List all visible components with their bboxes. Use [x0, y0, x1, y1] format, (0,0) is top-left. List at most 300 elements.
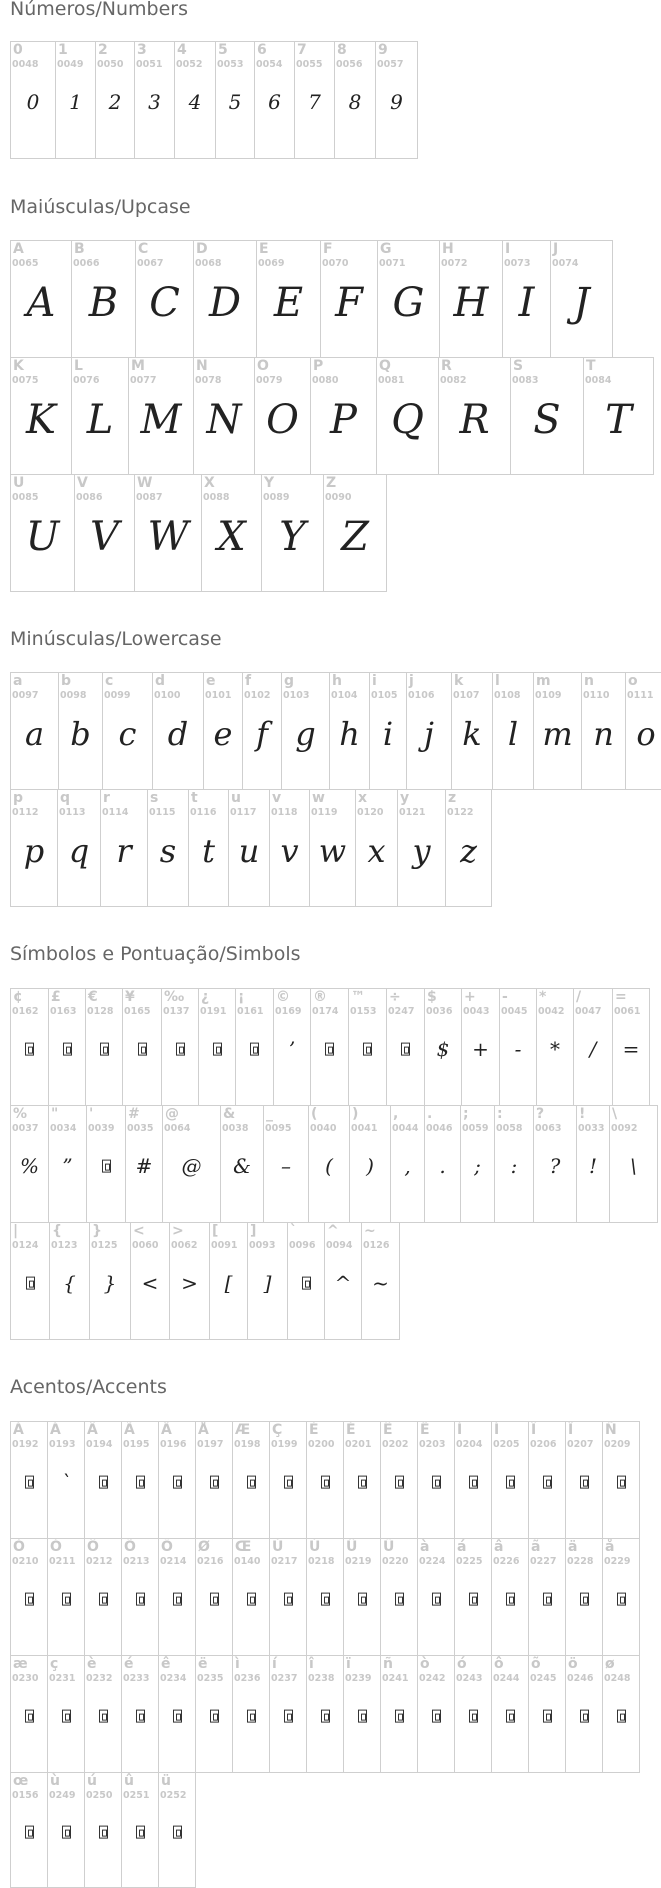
glyph-code: 0033	[578, 1123, 605, 1134]
glyph-character: æ	[13, 1656, 28, 1672]
glyph-sample: +	[472, 1037, 489, 1061]
glyph-cell	[161, 988, 199, 1106]
glyph-code: 0207	[567, 1439, 594, 1450]
glyph-character: C	[138, 241, 149, 257]
glyph-sample: #	[135, 1154, 153, 1178]
glyph-sample: i	[382, 715, 394, 754]
glyph-cell	[242, 672, 282, 790]
glyph-character: D	[196, 241, 208, 257]
glyph-cell	[121, 1655, 159, 1773]
glyph-character: )	[352, 1106, 359, 1122]
glyph-sample: ”	[62, 1154, 73, 1178]
glyph-sample: e	[213, 715, 233, 754]
glyph-code: 0093	[249, 1240, 276, 1251]
glyph-cell	[134, 41, 175, 159]
glyph-character: â	[494, 1539, 504, 1555]
glyph-code: 0088	[203, 492, 230, 503]
section-title-numbers: Números/Numbers	[10, 0, 188, 20]
glyph-cell	[565, 1538, 603, 1656]
glyph-code: 0045	[501, 1006, 528, 1017]
glyph-code: 0043	[463, 1006, 490, 1017]
missing-glyph-icon	[344, 1708, 380, 1724]
glyph-code: 0234	[160, 1673, 187, 1684]
glyph-cell	[232, 1421, 270, 1539]
glyph-code: 0248	[604, 1673, 631, 1684]
glyph-character: J	[553, 241, 559, 257]
glyph-sample: v	[280, 832, 299, 871]
glyph-character: Ø	[198, 1539, 210, 1555]
glyph-character: Á	[50, 1422, 61, 1438]
glyph-code: 0233	[123, 1673, 150, 1684]
glyph-code: 0214	[160, 1556, 187, 1567]
glyph-sample: ?	[549, 1154, 561, 1178]
glyph-cell	[162, 1105, 221, 1223]
glyph-cell	[380, 1655, 418, 1773]
section-title-accents: Acentos/Accents	[10, 1376, 167, 1398]
glyph-character: B	[74, 241, 85, 257]
glyph-character: 2	[98, 42, 108, 58]
missing-glyph-icon	[603, 1708, 639, 1724]
missing-glyph-icon	[233, 1591, 269, 1607]
glyph-character: œ	[13, 1773, 29, 1789]
glyph-character: ™	[351, 989, 365, 1005]
glyph-code: 0046	[426, 1123, 453, 1134]
glyph-cell	[47, 1421, 85, 1539]
glyph-cell	[310, 357, 377, 475]
glyph-code: 0091	[211, 1240, 238, 1251]
glyph-cell	[375, 41, 418, 159]
glyph-cell	[355, 789, 398, 907]
glyph-character: l	[495, 673, 500, 689]
glyph-sample: @	[181, 1154, 202, 1178]
glyph-cell	[10, 1772, 48, 1888]
glyph-character: t	[191, 790, 198, 806]
glyph-character: ï	[346, 1656, 351, 1672]
glyph-character: Ï	[568, 1422, 574, 1438]
missing-glyph-icon	[311, 1041, 348, 1057]
missing-glyph-icon	[85, 1708, 121, 1724]
glyph-code: 0198	[234, 1439, 261, 1450]
glyph-character: R	[441, 358, 452, 374]
glyph-cell	[128, 357, 194, 475]
glyph-cell	[528, 1655, 566, 1773]
glyph-code: 0197	[197, 1439, 224, 1450]
glyph-sample: 4	[188, 90, 202, 114]
missing-glyph-icon	[529, 1474, 565, 1490]
missing-glyph-icon	[492, 1708, 528, 1724]
glyph-code: 0191	[200, 1006, 227, 1017]
glyph-code: 0077	[130, 375, 157, 386]
missing-glyph-icon	[86, 1041, 122, 1057]
missing-glyph-icon	[270, 1708, 306, 1724]
glyph-character: Û	[346, 1539, 358, 1555]
glyph-character: é	[124, 1656, 134, 1672]
glyph-cell	[84, 1538, 122, 1656]
glyph-code: 0040	[310, 1123, 337, 1134]
glyph-character: Î	[531, 1422, 537, 1438]
glyph-code: 0085	[12, 492, 39, 503]
glyph-character: à	[420, 1539, 430, 1555]
missing-glyph-icon	[270, 1474, 306, 1490]
glyph-character: Q	[379, 358, 391, 374]
glyph-cell	[309, 789, 356, 907]
glyph-code: 0217	[271, 1556, 298, 1567]
glyph-cell	[158, 1772, 196, 1888]
glyph-cell	[71, 240, 136, 358]
missing-glyph-icon	[196, 1591, 232, 1607]
glyph-sample: f	[256, 715, 268, 754]
glyph-sample: V	[90, 514, 119, 560]
glyph-sample: x	[367, 832, 386, 871]
glyph-code: 0161	[237, 1006, 264, 1017]
glyph-character: ‰	[164, 989, 185, 1005]
glyph-sample: K	[26, 397, 56, 443]
glyph-character: z	[448, 790, 457, 806]
glyph-cell	[343, 1538, 381, 1656]
glyph-code: 0104	[331, 690, 358, 701]
glyph-code: 0124	[12, 1240, 39, 1251]
glyph-code: 0109	[535, 690, 562, 701]
glyph-cell	[10, 41, 56, 159]
glyph-character: [	[212, 1223, 219, 1239]
glyph-cell	[130, 1222, 170, 1340]
glyph-character: e	[206, 673, 216, 689]
glyph-cell	[528, 1538, 566, 1656]
glyph-code: 0105	[371, 690, 398, 701]
glyph-code: 0121	[399, 807, 426, 818]
glyph-code: 0218	[308, 1556, 335, 1567]
glyph-sample: S	[533, 397, 561, 443]
glyph-cell	[528, 1421, 566, 1539]
glyph-character: ç	[50, 1656, 59, 1672]
glyph-character: |	[13, 1223, 19, 1239]
glyph-character: 3	[137, 42, 147, 58]
glyph-sample: Q	[391, 397, 424, 443]
missing-glyph-icon	[11, 1824, 47, 1840]
glyph-character: ã	[531, 1539, 541, 1555]
glyph-cell	[95, 41, 135, 159]
glyph-code: 0117	[230, 807, 257, 818]
glyph-cell	[334, 41, 376, 159]
glyph-code: 0119	[311, 807, 338, 818]
glyph-sample: w	[318, 832, 347, 871]
glyph-character: 7	[297, 42, 307, 58]
missing-glyph-icon	[418, 1708, 454, 1724]
glyph-character: ,	[393, 1106, 399, 1122]
glyph-code: 0070	[322, 258, 349, 269]
glyph-sample: q	[68, 832, 90, 871]
glyph-code: 0125	[91, 1240, 118, 1251]
glyph-character: ®	[313, 989, 327, 1005]
missing-glyph-icon	[566, 1591, 602, 1607]
missing-glyph-icon	[11, 1591, 47, 1607]
glyph-character: 8	[337, 42, 347, 58]
glyph-code: 0051	[136, 59, 163, 70]
glyph-cell	[510, 357, 584, 475]
missing-glyph-icon	[49, 1041, 85, 1057]
glyph-sample: H	[453, 280, 489, 326]
glyph-cell	[269, 1655, 307, 1773]
glyph-cell	[536, 988, 574, 1106]
glyph-code: 0064	[164, 1123, 191, 1134]
glyph-character: {	[52, 1223, 62, 1239]
glyph-character: M	[131, 358, 145, 374]
glyph-cell	[491, 1421, 529, 1539]
glyph-code: 0061	[614, 1006, 641, 1017]
glyph-character: Ñ	[605, 1422, 617, 1438]
glyph-character: a	[13, 673, 23, 689]
glyph-character: F	[323, 241, 333, 257]
glyph-cell	[47, 1538, 85, 1656]
glyph-sample: d	[167, 715, 189, 754]
glyph-sample: ^	[334, 1271, 352, 1295]
glyph-cell	[308, 1105, 350, 1223]
glyph-sample: n	[593, 715, 614, 754]
glyph-code: 0047	[575, 1006, 602, 1017]
glyph-cell	[609, 1105, 658, 1223]
glyph-character: S	[513, 358, 524, 374]
glyph-cell	[310, 988, 349, 1106]
glyph-character: V	[77, 475, 88, 491]
glyph-cell	[84, 1772, 122, 1888]
glyph-character: ~	[364, 1223, 376, 1239]
glyph-character: Z	[326, 475, 337, 491]
glyph-sample: ,	[404, 1154, 411, 1178]
glyph-sample: /	[589, 1037, 597, 1061]
glyph-sample: W	[147, 514, 189, 560]
glyph-code: 0209	[604, 1439, 631, 1450]
glyph-cell	[349, 1105, 391, 1223]
missing-glyph-icon	[307, 1708, 343, 1724]
glyph-code: 0236	[234, 1673, 261, 1684]
glyph-sample: `	[61, 1470, 71, 1494]
glyph-code: 0069	[258, 258, 285, 269]
glyph-sample: :	[510, 1154, 518, 1178]
glyph-character: q	[60, 790, 71, 806]
glyph-character: I	[505, 241, 511, 257]
missing-glyph-icon	[455, 1591, 491, 1607]
glyph-code: 0200	[308, 1439, 335, 1450]
glyph-character: ^	[327, 1223, 339, 1239]
glyph-cell	[10, 789, 58, 907]
glyph-cell	[460, 1105, 495, 1223]
glyph-cell	[581, 672, 626, 790]
glyph-code: 0101	[205, 690, 232, 701]
glyph-cell	[406, 672, 452, 790]
glyph-cell	[247, 1222, 288, 1340]
glyph-code: 0230	[12, 1673, 39, 1684]
glyph-character: <	[133, 1223, 145, 1239]
glyph-cell	[122, 988, 162, 1106]
glyph-code: 0216	[197, 1556, 224, 1567]
glyph-cell	[57, 789, 101, 907]
glyph-cell	[10, 1538, 48, 1656]
glyph-sample: u	[238, 832, 260, 871]
missing-glyph-icon	[196, 1474, 232, 1490]
missing-glyph-icon	[455, 1474, 491, 1490]
glyph-code: 0065	[12, 258, 39, 269]
glyph-code: 0239	[345, 1673, 372, 1684]
glyph-code: 0156	[12, 1790, 39, 1801]
glyph-character: Ç	[272, 1422, 283, 1438]
glyph-character: Œ	[235, 1539, 252, 1555]
glyph-character: K	[13, 358, 24, 374]
glyph-sample: 9	[390, 90, 403, 114]
glyph-character: Ã	[124, 1422, 135, 1438]
glyph-character: h	[332, 673, 342, 689]
section-title-lowercase: Minúsculas/Lowercase	[10, 628, 222, 650]
glyph-code: 0054	[256, 59, 283, 70]
glyph-cell	[261, 474, 324, 592]
glyph-cell	[232, 1538, 270, 1656]
glyph-cell	[533, 672, 582, 790]
glyph-character: $	[427, 989, 437, 1005]
glyph-code: 0102	[244, 690, 271, 701]
glyph-cell	[439, 240, 503, 358]
missing-glyph-icon	[381, 1474, 417, 1490]
glyph-code: 0212	[86, 1556, 113, 1567]
missing-glyph-icon	[603, 1591, 639, 1607]
glyph-code: 0080	[312, 375, 339, 386]
glyph-cell	[424, 1105, 461, 1223]
glyph-code: 0120	[357, 807, 384, 818]
glyph-cell	[121, 1772, 159, 1888]
missing-glyph-icon	[418, 1474, 454, 1490]
glyph-cell	[492, 672, 534, 790]
glyph-cell	[576, 1105, 610, 1223]
glyph-sample: m	[542, 715, 573, 754]
glyph-cell	[48, 1105, 87, 1223]
missing-glyph-icon	[418, 1591, 454, 1607]
glyph-code: 0210	[12, 1556, 39, 1567]
glyph-cell	[329, 672, 370, 790]
glyph-character: ì	[235, 1656, 240, 1672]
glyph-character: Ä	[161, 1422, 172, 1438]
glyph-sample: >	[181, 1271, 198, 1295]
glyph-code: 0087	[136, 492, 163, 503]
glyph-code: 0231	[49, 1673, 76, 1684]
glyph-code: 0048	[12, 59, 39, 70]
glyph-cell	[235, 988, 274, 1106]
glyph-sample: $	[436, 1037, 450, 1061]
glyph-code: 0039	[88, 1123, 115, 1134]
glyph-cell	[10, 474, 75, 592]
glyph-cell	[454, 1538, 492, 1656]
glyph-sample: E	[273, 280, 304, 326]
glyph-sample: *	[550, 1037, 560, 1061]
missing-glyph-icon	[162, 1041, 198, 1057]
glyph-cell	[254, 41, 295, 159]
glyph-character: j	[409, 673, 414, 689]
glyph-character: s	[150, 790, 159, 806]
glyph-code: 0078	[195, 375, 222, 386]
glyph-code: 0096	[289, 1240, 316, 1251]
glyph-cell	[134, 474, 202, 592]
glyph-character: E	[259, 241, 269, 257]
glyph-character: Ò	[13, 1539, 25, 1555]
glyph-sample: F	[335, 280, 363, 326]
glyph-cell	[269, 1538, 307, 1656]
glyph-character: '	[89, 1106, 94, 1122]
glyph-code: 0114	[102, 807, 129, 818]
glyph-sample: %	[19, 1154, 39, 1178]
glyph-cell	[147, 789, 189, 907]
glyph-code: 0103	[283, 690, 310, 701]
glyph-code: 0220	[382, 1556, 409, 1567]
glyph-character: å	[605, 1539, 615, 1555]
glyph-code: 0067	[137, 258, 164, 269]
glyph-sample: 0	[26, 90, 40, 114]
glyph-character: P	[313, 358, 324, 374]
glyph-character: ¡	[238, 989, 245, 1005]
glyph-sample: ’	[288, 1037, 296, 1061]
glyph-character: U	[13, 475, 25, 491]
glyph-sample: 7	[308, 90, 321, 114]
missing-glyph-icon	[196, 1708, 232, 1724]
missing-glyph-icon	[48, 1708, 84, 1724]
glyph-sample: {	[63, 1271, 76, 1295]
glyph-sample: 3	[148, 90, 161, 114]
glyph-character: ø	[605, 1656, 615, 1672]
section-title-symbols: Símbolos e Pontuação/Simbols	[10, 943, 301, 965]
glyph-code: 0244	[493, 1673, 520, 1684]
glyph-cell	[84, 1421, 122, 1539]
glyph-cell	[343, 1421, 381, 1539]
glyph-sample: U	[25, 514, 60, 560]
glyph-character: @	[165, 1106, 179, 1122]
glyph-cell	[461, 988, 500, 1106]
glyph-code: 0086	[76, 492, 103, 503]
glyph-character: É	[346, 1422, 356, 1438]
glyph-sample: }	[103, 1271, 117, 1295]
glyph-cell	[193, 240, 257, 358]
glyph-sample: 6	[268, 90, 281, 114]
glyph-sample: g	[295, 715, 316, 754]
missing-glyph-icon	[529, 1591, 565, 1607]
missing-glyph-icon	[122, 1708, 158, 1724]
glyph-cell	[602, 1655, 640, 1773]
glyph-character: €	[88, 989, 98, 1005]
glyph-code: 0063	[535, 1123, 562, 1134]
glyph-sample: [	[224, 1271, 233, 1295]
glyph-character: í	[272, 1656, 277, 1672]
glyph-cell	[612, 988, 650, 1106]
glyph-code: 0049	[57, 59, 84, 70]
glyph-sample: T	[605, 397, 632, 443]
missing-glyph-icon	[159, 1824, 195, 1840]
missing-glyph-icon	[11, 1041, 48, 1057]
glyph-character: O	[257, 358, 269, 374]
glyph-code: 0251	[123, 1790, 150, 1801]
glyph-cell	[48, 988, 86, 1106]
missing-glyph-icon	[381, 1591, 417, 1607]
glyph-character: x	[358, 790, 368, 806]
glyph-character: Ì	[457, 1422, 463, 1438]
glyph-code: 0206	[530, 1439, 557, 1450]
glyph-character: ò	[420, 1656, 430, 1672]
missing-glyph-icon	[48, 1824, 84, 1840]
glyph-character: 0	[13, 42, 23, 58]
glyph-character: À	[13, 1422, 24, 1438]
glyph-sample: t	[202, 832, 215, 871]
glyph-cell	[502, 240, 551, 358]
glyph-code: 0037	[12, 1123, 39, 1134]
glyph-code: 0162	[12, 1006, 39, 1017]
glyph-code: 0107	[453, 690, 480, 701]
glyph-character: û	[124, 1773, 134, 1789]
glyph-code: 0219	[345, 1556, 372, 1567]
glyph-code: 0163	[50, 1006, 77, 1017]
